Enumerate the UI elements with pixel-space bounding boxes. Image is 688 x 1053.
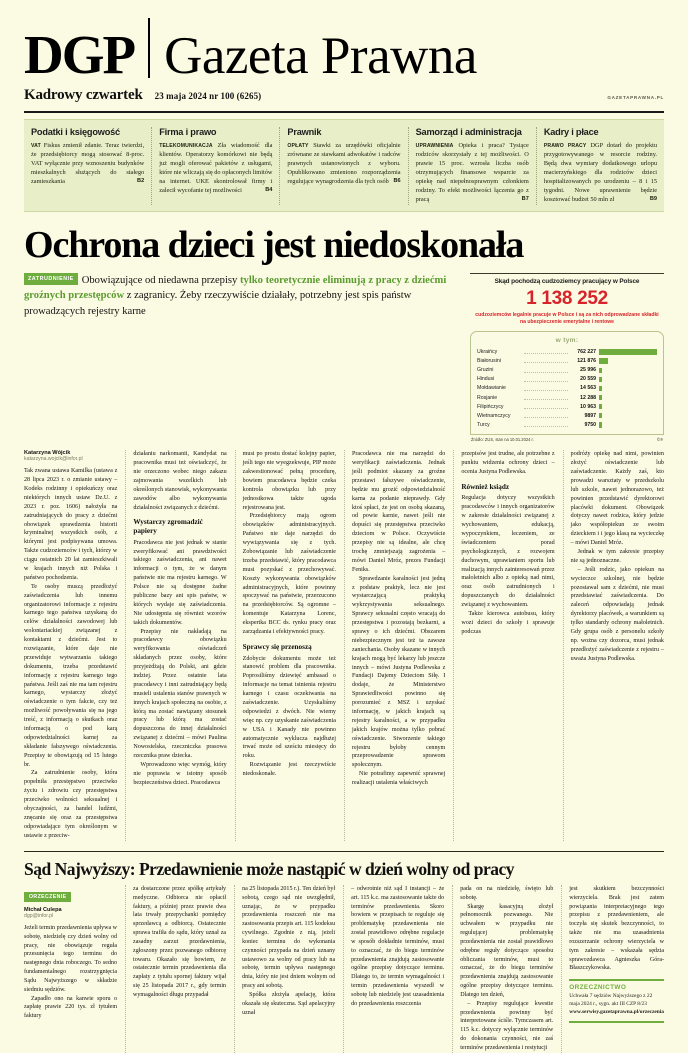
second-article-column-4 xyxy=(343,885,444,1053)
paragraph: Regulacja dotyczy wszystkich pracodawców i innych organizatorów w zakresie działalności związanej z wychowaniem, edukacją, wypoczynkiem, leczeniem, ze świadczeniem porad psychologicznych, z rozwojem duchowym, uprawianiem sportu lub realizacją innych zainteresowań przez małoletnich albo z opieką nad nimi, oraz osób zatrudnionych i dopuszczanych do działalności związanej z wychowaniem. xyxy=(461,495,555,609)
chart-bar-row xyxy=(477,357,657,365)
chart-bar-value: 20 559 xyxy=(580,376,596,383)
nav-section-kicker: VAT xyxy=(31,143,41,149)
second-article-body xyxy=(0,878,688,1053)
article-column-6 xyxy=(563,450,664,840)
byline-author: Michał Culepa xyxy=(24,906,62,913)
chart-leader-dots xyxy=(524,403,568,409)
nav-section-body: Stawki za urzędówki oficjalnie zrównane ze stawkami adwokatów i radców prawnych ustanowionych z wyboru. Opublikowano zmieniono rozporządzenia regulujące wynagrodzenia dla tych osób xyxy=(287,142,401,185)
paragraph: na 25 listopada 2015 r.). Ten dzień był sobotą, czego sąd nie uwzględnił, uznając, że w przypadku przedawnienia roszczeń nie ma zastosowania przepis art. 115 kodeksu cywilnego. Zgodnie z nią, jeżeli koniec terminu do wykonania czynności przypada na dzień uznany ustawowo za wolny od pracy lub na sobotę, termin upływa następnego dnia, który nie jest dniem wolnym od pracy ani sobotą. xyxy=(242,885,336,990)
nav-section-kicker: UPRAWNIENIA xyxy=(415,143,454,149)
chart-bar-fill xyxy=(599,368,602,373)
nav-section-text xyxy=(287,142,400,187)
paragraph: – odwrotnie niż sąd I instancji – że art. 115 k.c. ma zastosowanie także do terminów przedawnienia. Skoro bowiem w przepisach te reguluje się problematykę przedawnienia nie został prawidłowo odrębne regulacje w sposób dokładnie terminów, musi to oznaczać, że do biegu terminów przedawnienia znajdują zastosowanie ogólne przepisy dotyczące terminu. Dlatego to, że termin wymagalności i termin przedawnienia wyszedł w sobotę lub niedzielę jest uzasadnienia do przedawnienia roszczenia xyxy=(351,885,445,1007)
chart-bar-row xyxy=(477,385,657,393)
chart-bar-value: 14 563 xyxy=(580,385,596,392)
chart-leader-dots xyxy=(524,376,568,382)
chart-leader-dots xyxy=(524,357,568,363)
chart-bar-value: 121 876 xyxy=(577,358,596,365)
second-article-column-6 xyxy=(561,885,664,1053)
chart-bar-value: 10 963 xyxy=(580,403,596,410)
paragraph: Jednak w tym zakresie przepisy nie są jednoznaczne. xyxy=(570,548,664,564)
chart-leader-dots xyxy=(524,394,568,400)
second-article-column-2 xyxy=(125,885,226,1053)
chart-bar-value: 9750 xyxy=(584,421,596,428)
nav-section-text xyxy=(416,142,529,205)
article-subheading: Również ksiądz xyxy=(461,482,510,491)
paragraph: podróży opiekę nad nimi, powinien złożyć oświadczenie lub zaświadczenie. Każdy zaś, kto prowadzi warsztaty w przedszkolu lub szkole, nawet jednorazowo, też powinien przedstawić dyrektorowi placówki dokument. Obowiązek dotyczy nawet rodzica, który jedzie jako współopiekun ze swoim dzieckiem i i jego klasą na wycieczkę – mówi Daniel Mróz. xyxy=(570,451,664,547)
chart-bar-value: 762 227 xyxy=(577,349,596,356)
chart-bar-label: Turcy xyxy=(477,421,490,428)
chart-leader-dots xyxy=(524,421,568,427)
nav-section-body: Zła wiadomość dla klientów. Operatorzy komórkowi nie będą już mogli oferować pakietów z usługami, które nie wliczają się do opłaconych limitów na internet. UKE skontrolował firmy i zalecił wycofanie tej możliwości xyxy=(159,142,273,194)
chart-bar-track xyxy=(599,386,657,391)
infographic xyxy=(470,273,664,443)
masthead-divider xyxy=(148,18,150,78)
lead-text-2: z zagranicy. Żeby rzeczywiście działały, potrzebny jest spis państw prowadzących rejestry karne xyxy=(24,290,412,318)
paragraph: Za zatrudnienie osoby, która popełniła przestępstwo przeciwko życiu i zdrowiu czy przestępstwa przeciwko wolności seksualnej i obyczajności, za handel ludźmi, znęcanie się oraz za przestępstwa odpowiadające tym określonym w ustawie z przeciw- xyxy=(24,770,118,839)
chart-bar-label: Hindusi xyxy=(477,376,495,383)
nav-section-kicker: TELEKOMUNIKACJA xyxy=(159,143,213,149)
status-badge: ZATRUDNIENIE xyxy=(24,273,78,285)
paragraph: Skargę kasacyjną złożył pełnomocnik pozwanego. Nie uchwałem w przypadku nie regulującej problematykę przedawnienia nie został prawidłowo odrębne reguły dotyczące sposobu obliczania terminów, musi to oznaczać, że do biegu terminów przedawnienia znajdują zastosowanie ogólne przepisy dotyczące terminu. Dlatego ten dzień, xyxy=(460,903,554,998)
paragraph: Pracodawca nie ma narzędzi do weryfikacji zaświadczenia. Jednak jeśli podmiot skazany za groźne przestawi fałszywe oświadczenie, będzie mu grozić odpowiedzialność karna za podanie nieprawdy. Gdy ktoś spłaci, że jest on osobą skazaną, od powie karnie, nawet jeśli nie dopuści się przestępstwa przeciwko dzieciom w Polsce. Oczywiście przepisy nie są idealne, ale chcę trochę zmniejszają zagrożenia – mówi Daniel Mróz, prezes Fundacji Feniks. xyxy=(351,451,446,573)
paragraph: – Jeśli rodzic, jako opiekun na wycieczce szkolnej, nie będzie pozostawał sam z dziećmi, nie musi przedstawiać zaświadczenia. Do zaleceń odpowiadają jednak dyrektorzy placówek, a warunkiem są tylko standardy ochrony małoletnich. Gdy grupa osób z personelu szkoły np. wożna czy dozorca, musi jednak przedłożyć zaświadczenie z rejestru – uważa Justyna Podlewska. xyxy=(570,566,664,662)
chart-bar-track xyxy=(599,422,657,427)
paragraph: Te osoby muszą przedłożyć zaświadczenia lub innemu organizatorowi informacje z rejestru karnego tego państwa uzyskaną do celów działalności zawodowej lub wolontariackiej związanej z kontaktami z dziećmi. Jest to rozwiązanie, które daje nie przewiduje wytwarzania takiego dokumentu, trzeba przedstawić informację z rejestru karnego tego państwa. Jeśli zaś nie ma tam rejestru karnego, wystarczy złożyć oświadczenie o tym fakcie, czy też możliwość powoływania się na jego treść, z informacją o skutkach oraz informacją o pod karą odpowiedzialności karnej za składanie fałszywego oświadczenia. Przepisy te obowiązują od 15 lutego br. xyxy=(24,583,118,768)
infographic-total: 1 138 252 xyxy=(526,287,608,309)
chart-bar-row xyxy=(477,348,657,356)
case-law-title: ORZECZNICTWO xyxy=(569,984,627,992)
lead-text-highlight: tylko teoretycznie eliminują z pracy z dziećmi groźnych przestępców xyxy=(24,274,447,302)
chart-bar-track xyxy=(599,358,657,363)
paragraph: jest skutkiem bezczynności wierzyciela. Brak jest zatem powiązania interpretacyjnego tego przepisu z przedawnieniem, ale toczyła się skutek bezczynności, to także nie ma uzasadnienia rozszerzanie ochrony wierzyciela w tym zakresie – wskazała sędzia sprawozdawca Agnieszka Góra-Błaszczykowska. xyxy=(569,885,665,972)
nav-section-kicker: PRAWO PRACY xyxy=(543,143,587,149)
site-url-label[interactable]: GAZETAPRAWNA.PL xyxy=(607,95,664,100)
chart-bar-fill xyxy=(599,404,602,409)
byline-email[interactable]: dgp@infor.pl xyxy=(24,912,54,919)
article-subheading: Wystarczy zgromadzić papiery xyxy=(133,518,203,536)
chart-bar-fill xyxy=(599,413,602,418)
chart-bar-fill xyxy=(599,422,602,427)
nav-section-kicker: OPŁATY xyxy=(287,143,309,149)
paragraph: – Przepisy regulujące kwestie przedawnienia powinny być interpretowane ściśle. Tymczasem art. 115 k.c. dotyczy wyłącznie terminów do dokonania czynności, nie zaś terminów przedawnienia i restytucji xyxy=(460,1000,554,1051)
nav-section-body: Opieka i praca? Tysiące rodziców skorzystały z tej możliwości. O prawie 15 proc. wzrosła liczba osób otrzymujących finansowe wsparcie za opiekę nad niepełnosprawnym członkiem rodziny. To efekt możliwości łączenia go z pracą xyxy=(415,142,529,203)
chart-bar-row xyxy=(477,394,657,402)
nav-section-kadry[interactable] xyxy=(537,127,664,205)
section-nav-bar xyxy=(24,119,664,212)
nav-section-firma[interactable] xyxy=(152,127,280,205)
nav-section-samorzad[interactable] xyxy=(409,127,537,205)
nav-section-body: Fiskus zmienił zdanie. Teraz twierdzi, że przedsiębiorcy mogą stosować 8-proc. VAT wyłącznie przy wznoszeniu budynków mieszkalnych służących do stałego zamieszkania xyxy=(31,142,145,185)
chart-bar-row xyxy=(477,421,657,429)
chart-bar-value: 12 288 xyxy=(580,394,596,401)
page-title: Ochrona dzieci jest niedoskonała xyxy=(24,223,524,266)
article-divider xyxy=(24,851,664,852)
paragraph: Przepisy nie nakładają na pracodawcy obowiązku weryfikowania oświadczeń składanych przez osoby, które przyjeżdżają do Polski, ani gdzie indziej. Przez ostatnie lata pracodawcy i inni zatrudniający będą musieli ustalenia stanów prawnych w innych krajach społeczną na osobie, z którą ma zostać nawiązany stosunek pracy lub którą ma zostać dopuszczona do innej działalności związanej z dziećmi – mówi Paulina Nowosielska, rzeczniczka prasowa rzecznika praw dziecka. xyxy=(133,628,227,760)
chart-bar-track xyxy=(599,404,657,409)
paragraph: Nie potrafimy zapewnić sprawnej realizacji ustalenia właściwych xyxy=(351,771,446,787)
second-article-column-1 xyxy=(24,885,117,1053)
paragraph: Pracodawca nie jest jednak w stanie zweryfikować ani prawdziwości takiego zaświadczenia, ani nawet informacji o tym, że w danym państwie nie ma rejestru karnego. W Polsce nie są dostępne żadne publiczne bazy ani spis państw, w których wydaje się zaświadczenia. Nie udostępnia się również wzorów takich dokumentów. xyxy=(133,539,227,626)
chart-leader-dots xyxy=(524,367,568,373)
case-law-box xyxy=(569,979,664,1022)
nav-section-text xyxy=(159,142,272,196)
nav-section-title: Kadry i płace xyxy=(543,127,599,137)
chart-bar-label: Filipińczycy xyxy=(477,403,504,410)
masthead xyxy=(0,0,688,86)
chart-leader-dots xyxy=(524,348,568,354)
infographic-source-row xyxy=(470,435,664,442)
nav-section-title: Podatki i księgowość xyxy=(31,127,120,137)
chart-group-label: w tym: xyxy=(555,337,579,345)
lead-article-body xyxy=(0,442,688,840)
chart-bar-value: 9897 xyxy=(584,412,596,419)
paragraph: Zapadło ono na kanwie sporu o zapłatę prawie 220 tys. zł tytułem faktury xyxy=(24,995,118,1020)
paragraph: Także kierowca autobusu, który wozi dzieci do szkoły i sprawuje podczas xyxy=(461,611,555,635)
chart-bar-fill xyxy=(599,395,602,400)
case-law-text: Uchwała 7 sędziów Najwyższego z 22 maja 2024 r., sygn. akt III CZP 8/23 xyxy=(569,993,653,1008)
article-column-4 xyxy=(344,450,445,840)
chart-bar-label: Ukraińcy xyxy=(477,349,498,356)
chart-bar-fill xyxy=(599,349,657,354)
paragraph: działaniu narkomanii, Kandydat na pracownika musi też oświadczyć, że nie orzeczono wobec niego zakazu zajmowania wszelkich lub określonych stanowisk, wykonywania zawodów albo wykonywania działalności związanych z dziećmi. xyxy=(133,451,227,511)
paragraph: Tak zwana ustawa Kamilka (ustawa z 28 lipca 2023 r. o zmianie ustawy – Kodeks rodzinny i opiekuńczy oraz niektórych innych ustaw Dz.U. z 2023 r. poz. 1606) nałożyła na zatrudniających do pracy z dziećmi obowiązek sprawdzenia historii kryminalnej wszystkich osób, z którymi jest podpisywana umowa. Także cudzoziemców i tych, którzy w ciągu ostatnich 20 lat zamieszkiwali w krajach innych niż Polska i państwo pochodzenia. xyxy=(24,468,118,581)
nav-section-page: B9 xyxy=(649,195,658,202)
article-column-5 xyxy=(453,450,554,840)
paragraph: Jeżeli termin przedawnienia upływa w sobotę, niedzielę czy dzień wolny od pracy, nie obowiązuje reguła przesunięcia tego terminu do następnego dnia roboczego. To sedno fundamentalnego rozstrzygnięcia Sądu Najwyższego w składzie siedmiu sędziów. xyxy=(24,924,118,993)
paragraph: Sprawdzanie karalności jest jedną z podstaw praktyk, lecz nie jest wystarczającą praktyką wykrzystywania seksualnego. Sprawcy sekusalni często wracają do przestępstwa i pozostają bezkarni, a sprawy o ich dziećmi. Obszarem niebezpiecznym jest też ta zawsze zaniechania. Osoby skazane w innych krajach mogą być lekarzy lub jeszcze innych – mówi Justyna Podlewska z Fundacji Dajemy Dzieciom Siłę. I dodaje, że Ministerstwo Sprawiedliwości powinno się porozumieć z MSZ i uzyskać informację, w jakich krajach są rejestry karalności, a w przypadku jakich krajów można tylko pobrać oświadczenie. Stworzenie takiego rejestru byłoby cennym przeprowadzenie sprawom społecznym. xyxy=(351,575,446,769)
lead-text-1: Obowiązujące od niedawna przepisy xyxy=(81,274,240,286)
chart-bar-track xyxy=(599,395,657,400)
second-article-column-5 xyxy=(452,885,553,1053)
byline-email[interactable]: katarzyna.wojcik@infor.pl xyxy=(24,456,83,463)
chart-bar-track xyxy=(599,368,657,373)
nav-section-text xyxy=(544,142,657,205)
chart-bar-row xyxy=(477,376,657,384)
bar-chart xyxy=(470,331,664,435)
masthead-subbar xyxy=(0,81,688,109)
status-badge: ORZECZENIE xyxy=(24,892,71,902)
secondary-headline: Sąd Najwyższy: Przedawnienie może nastąpić w dzień wolny od pracy xyxy=(24,858,515,879)
masthead-title[interactable]: Gazeta Prawna xyxy=(164,26,477,85)
infographic-credit: ©℗ xyxy=(656,437,663,443)
chart-bar-fill xyxy=(599,377,602,382)
paragraph: Przedsiębiorcy mają ogrom obowiązków administracyjnych. Państwo nie daje narzędzi do wywiązywania się z tych. Zobowiązanie lub zaświadczenie trzeba przedstawić, który pracodawca musi pozyskać z przechowywać. Koszty wykonywania obowiązków administracyjnych, które powinny spoczywać na państwie, przerzucono na przedsiębiorców. Są ogromne – komentuje Katarzyna Lorenc, ekspertka BCC ds. rynku pracy oraz zarządzania i efektywności pracy. xyxy=(242,513,336,635)
nav-section-prawnik[interactable] xyxy=(280,127,408,205)
article-subheading: Sprawcy się przenoszą xyxy=(242,642,312,651)
section-label: Kadrowy czwartek xyxy=(24,87,143,103)
chart-bar-value: 25 996 xyxy=(580,367,596,374)
chart-bar-label: Wietnamczycy xyxy=(477,412,511,419)
article-column-2 xyxy=(125,450,226,840)
chart-bar-label: Białorusini xyxy=(477,358,501,365)
paragraph: Spółka złożyła apelację, która okazała się skuteczna. Sąd apelacyjny uznał xyxy=(242,991,336,1016)
paragraph: pada on na niedzielę, święto lub sobotę. xyxy=(460,885,554,901)
paragraph: Rozwiązanie jest rzeczywiście niedoskonałe. xyxy=(242,762,336,778)
paragraph: przepisów jest trudne, ale potrzebne z punktu widzenia ochrony dzieci – ocenia Justyna Podlewska. xyxy=(461,451,555,475)
chart-bar-track xyxy=(599,377,657,382)
dgp-logo[interactable]: DGP xyxy=(24,24,135,86)
chart-bar-label: Rosjanie xyxy=(477,394,498,401)
chart-bar-row xyxy=(477,403,657,411)
article-column-3 xyxy=(235,450,336,840)
nav-section-podatki[interactable] xyxy=(24,127,152,205)
paragraph: musi po prostu dostać kolejny papier, jeśli tego nie wyegzekwuje, PIP może zakwestionować pełną procedurę, bowiem pracodawca będzie czeka kontrola obowiązku lub przy jednostkowa także ugoda rejestrowana jest. xyxy=(242,451,336,511)
infographic-title: Skąd pochodzą cudzoziemcy pracujący w Polsce xyxy=(494,277,640,285)
second-article-column-3 xyxy=(234,885,335,1053)
byline-author: Katarzyna Wójcik xyxy=(24,450,71,457)
nav-section-title: Prawnik xyxy=(287,127,322,137)
nav-section-title: Samorząd i administracja xyxy=(415,127,522,137)
nav-section-page: B4 xyxy=(265,186,273,193)
paragraph: Wprowadzono więc wymóg, który nie poprawia w istotny sposób bezpieczeństwa dzieci. Pracodawca xyxy=(133,761,227,786)
nav-section-body: DGP dotarł do projektu przygotowywanego w resorcie rodziny. Będą dwa wymiary dodatkowego urlopu macierzyńskiego dla rodziców dzieci hospitalizowanych po urodzeniu – 8 i 15 tygodni. Nowe uprawnienie będzie kosztować budżet 50 mln zł xyxy=(543,142,658,203)
chart-bar-row xyxy=(477,367,657,375)
infographic-source: Źródło: ZUS, stan na 10.01.2024 r. xyxy=(471,437,534,443)
nav-section-title: Firma i prawo xyxy=(159,127,217,137)
chart-bar-track xyxy=(599,349,657,354)
paragraph: Zdobycie dokumentu może też stanowić problem dla pracownika. Poprosiliśmy dziewięć ambasad o informacje na temat istnienia rejestru karnego i czasu oczekiwania na zaświadczenie. Uzyskaliśmy odpowiedzi z dwóch. Nie wiemy więc np. czy uzyskanie zaświadczenia w USA i Kanady nie powinno automatycznie wyklucza najdłużej trwać może od sześciu miesięcy do roku. xyxy=(242,655,336,760)
chart-bar-track xyxy=(599,413,657,418)
chart-leader-dots xyxy=(524,412,568,418)
masthead-rule xyxy=(24,111,664,113)
case-law-link[interactable]: www.serwisy.gazetaprawna.pl/orzeczenia xyxy=(569,1008,665,1015)
chart-leader-dots xyxy=(524,385,568,391)
issue-line: 23 maja 2024 nr 100 (6265) xyxy=(154,91,262,101)
nav-section-page: B7 xyxy=(521,195,529,202)
nav-section-page: B2 xyxy=(137,177,145,184)
nav-section-text xyxy=(31,142,144,187)
lead-article-header xyxy=(0,212,688,443)
lead-paragraph xyxy=(24,273,454,443)
chart-bar-row xyxy=(477,412,657,420)
chart-bar-fill xyxy=(599,386,602,391)
infographic-subtitle: cudzoziemców legalnie pracuje w Polsce i są za nich odprowadzane składki na ubezpieczenie emerytalne i rentowe xyxy=(475,311,659,325)
paragraph: za dostarczone przez spółkę artykuły medyczne. Odbiorca nie opłacił faktury, a później przez prawie dwa lata trwały przepychanki pomiędzy sprzedawcą a odbiorcą. Ostatecznie sprawa trafiła do sądu, który uznał za zasadny zarzut przedawnienia, zgłoszony przez pozwanego odbiorcę towaru. Okazało się bowiem, że ostatecznie termin przedawnienia dla zapłaty z tytułu spornej faktury wijał się 25 listopada 2017 r., gdy termin wymagalności długu przypadał xyxy=(133,885,227,998)
chart-bar-label: Gruzini xyxy=(477,367,494,374)
chart-bar-fill xyxy=(599,358,608,363)
chart-bar-label: Mołdawianie xyxy=(477,385,506,392)
article-column-1 xyxy=(24,450,117,840)
nav-section-page: B6 xyxy=(393,177,401,184)
